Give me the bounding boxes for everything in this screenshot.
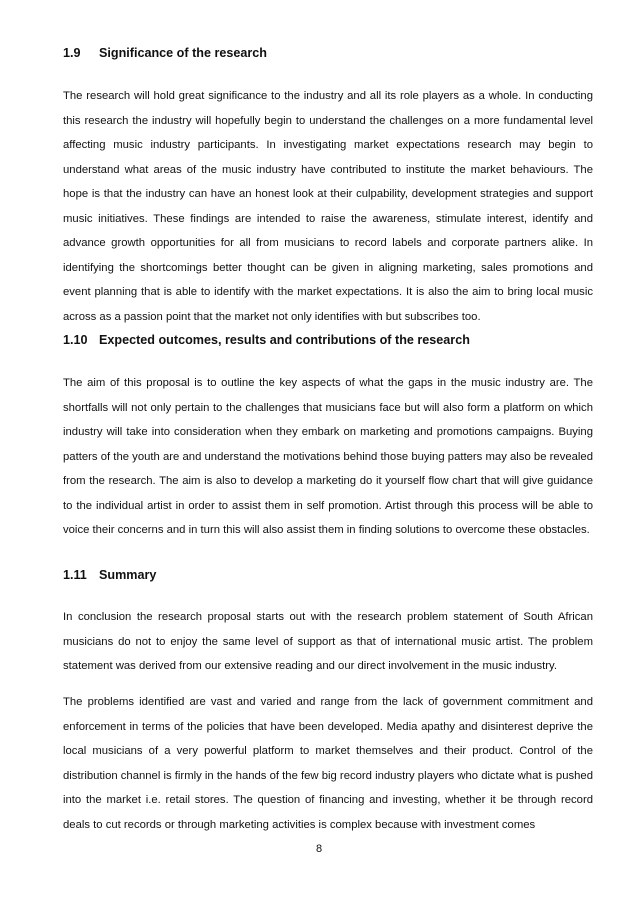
paragraph-summary-1: In conclusion the research proposal starts out with the research problem statement of South African musicians do not to enjoy the same level of support as that of international music artist. The problem statement was derived from our extensive reading and our direct involvement in the music industry.	[63, 611, 593, 672]
section-title: Summary	[99, 568, 157, 582]
section-heading-expected-outcomes	[63, 332, 470, 348]
section-heading-significance	[63, 45, 267, 61]
section-number: 1.10	[63, 333, 88, 347]
section-title: Expected outcomes, results and contributions of the research	[99, 333, 470, 347]
section-number: 1.11	[63, 568, 87, 582]
section-heading-summary	[63, 567, 156, 583]
paragraph-expected-outcomes: The aim of this proposal is to outline the key aspects of what the gaps in the music industry are. The shortfalls will not only pertain to the challenges that musicians face but will also form a platform on which industry will take into consideration when they embark on marketing and promotions campaigns. Buying patters of the youth are and understand the motivations behind those buying patters may also be revealed from the research. The aim is also to develop a marketing do it yourself flow chart that will give guidance to the individual artist in order to assist them in self promotion. Artist through this process will be able to voice their concerns and in turn this will also assist them in finding solutions to overcome these obstacles.	[63, 377, 593, 536]
paragraph-significance: The research will hold great significance to the industry and all its role players as a whole. In conducting this research the industry will hopefully begin to understand the challenges on a more fundamental level affecting music industry participants. In investigating market expectations research may begin to understand what areas of the music industry have contributed to institute the market behaviours. The hope is that the industry can have an honest look at their culpability, development strategies and support music initiatives. These findings are intended to raise the awareness, stimulate interest, identify and advance growth opportunities for all from musicians to record labels and corporate partners alike. In identifying the shortcomings better thought can be given in aligning marketing, sales promotions and event planning that is able to identify with the market expectations. It is also the aim to bring local music across as a passion point that the market not only identifies with but subscribes too.	[63, 90, 593, 323]
page-number: 8	[315, 843, 323, 855]
paragraph-summary-2: The problems identified are vast and varied and range from the lack of government commitment and enforcement in terms of the policies that have been developed. Media apathy and disinterest deprive the local musicians of a very powerful platform to market themselves and their product. Control of the distribution channel is firmly in the hands of the few big record industry players who dictate what is pushed into the market i.e. retail stores. The question of financing and investing, whether it be through record deals to cut records or through marketing activities is complex because with investment comes	[63, 696, 593, 831]
section-title: Significance of the research	[99, 46, 267, 60]
section-number: 1.9	[63, 46, 81, 60]
